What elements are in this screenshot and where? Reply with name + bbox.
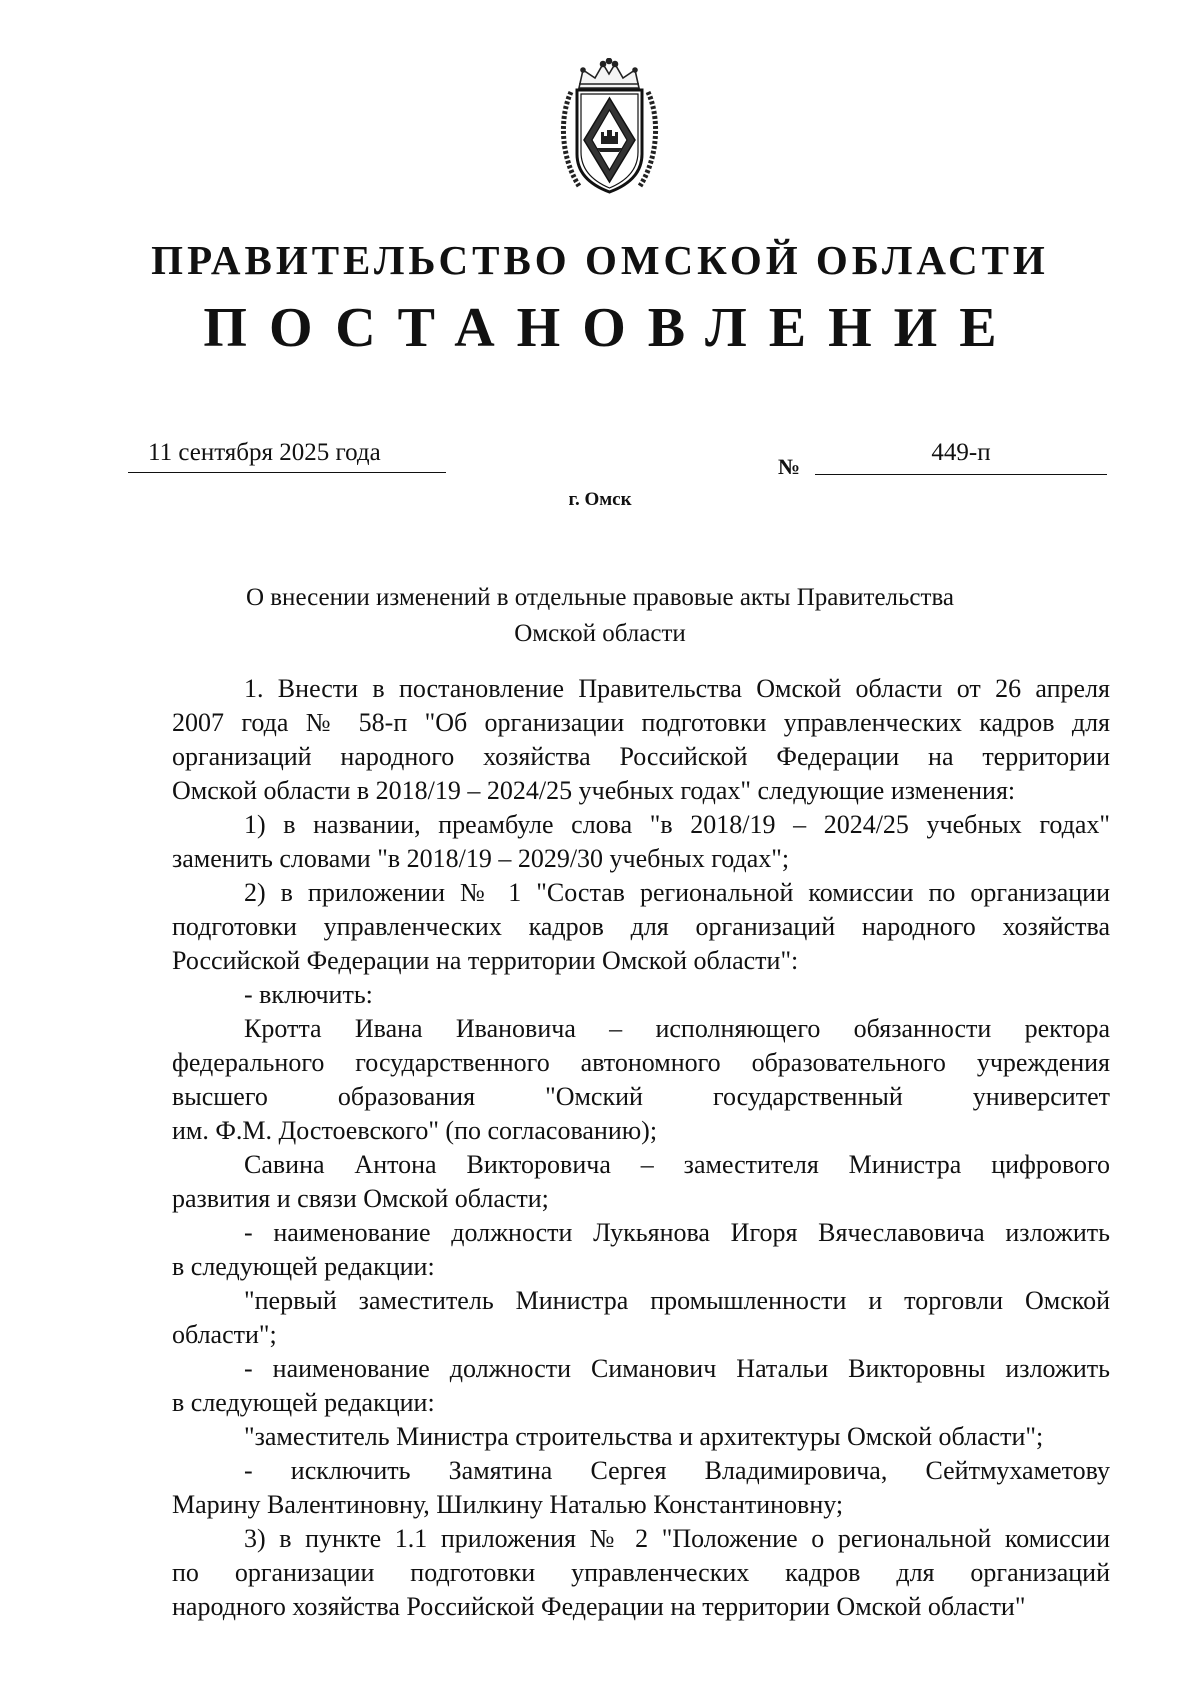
body-line: высшего образования "Омский государственный университет — [172, 1082, 1110, 1111]
body-line: Омской области в 2018/19 – 2024/25 учебных годах" следующие изменения: — [172, 776, 1016, 805]
body-line: "первый заместитель Министра промышленности и торговли Омской — [244, 1286, 1110, 1315]
body-line: области"; — [172, 1320, 277, 1349]
body-line: по организации подготовки управленческих кадров для организаций — [172, 1558, 1110, 1587]
body-line: Савина Антона Викторовича – заместителя Министра цифрового — [244, 1150, 1110, 1179]
title-line: О внесении изменений в отдельные правовые акты Правительства — [245, 584, 955, 611]
body-line: "заместитель Министра строительства и архитектуры Омской области"; — [244, 1422, 1044, 1451]
document-body — [172, 672, 1110, 1624]
document-date: 11 сентября 2025 года — [148, 439, 381, 466]
body-line: - включить: — [244, 980, 373, 1009]
body-line: развития и связи Омской области; — [172, 1184, 549, 1213]
body-line: подготовки управленческих кадров для организаций народного хозяйства — [172, 912, 1110, 941]
body-line: 2007 года № 58-п "Об организации подготовки управленческих кадров для — [172, 708, 1110, 737]
number-sign: № — [778, 454, 801, 479]
body-line: - наименование должности Симанович Натальи Викторовны изложить — [244, 1354, 1110, 1383]
document-type: ПОСТАНОВЛЕНИЕ — [203, 297, 1019, 359]
body-line: им. Ф.М. Достоевского" (по согласованию); — [172, 1116, 658, 1145]
body-line: организаций народного хозяйства Российской Федерации на территории — [172, 742, 1110, 771]
body-line: 2) в приложении № 1 "Состав региональной комиссии по организации — [244, 878, 1110, 907]
body-line: 1) в названии, преамбуле слова "в 2018/19 – 2024/25 учебных годах" — [244, 810, 1110, 839]
body-line: Марину Валентиновну, Шилкину Наталью Константиновну; — [172, 1490, 844, 1519]
body-line: Кротта Ивана Ивановича – исполняющего обязанности ректора — [244, 1014, 1110, 1043]
body-line: в следующей редакции: — [172, 1388, 435, 1417]
organization-name: ПРАВИТЕЛЬСТВО ОМСКОЙ ОБЛАСТИ — [151, 237, 1049, 283]
body-line: заменить словами "в 2018/19 – 2029/30 учебных годах"; — [172, 844, 790, 873]
body-line: Российской Федерации на территории Омской области": — [172, 946, 799, 975]
title-line: Омской области — [514, 620, 686, 647]
body-line: - исключить Замятина Сергея Владимировича, Сейтмухаметову — [244, 1456, 1110, 1485]
city-name: г. Омск — [568, 489, 632, 510]
coat-of-arms-emblem — [557, 58, 662, 198]
body-line: федерального государственного автономного образовательного учреждения — [172, 1048, 1110, 1077]
document-title — [180, 580, 1020, 652]
body-line: 3) в пункте 1.1 приложения № 2 "Положение о региональной комиссии — [244, 1524, 1110, 1553]
body-line: народного хозяйства Российской Федерации на территории Омской области" — [172, 1592, 1026, 1621]
body-line: - наименование должности Лукьянова Игоря Вячеславовича изложить — [244, 1218, 1110, 1247]
body-line: в следующей редакции: — [172, 1252, 435, 1281]
date-underline — [128, 472, 446, 473]
number-underline — [815, 474, 1107, 475]
document-number: 449-п — [931, 439, 991, 466]
body-line: 1. Внести в постановление Правительства Омской области от 26 апреля — [244, 674, 1110, 703]
